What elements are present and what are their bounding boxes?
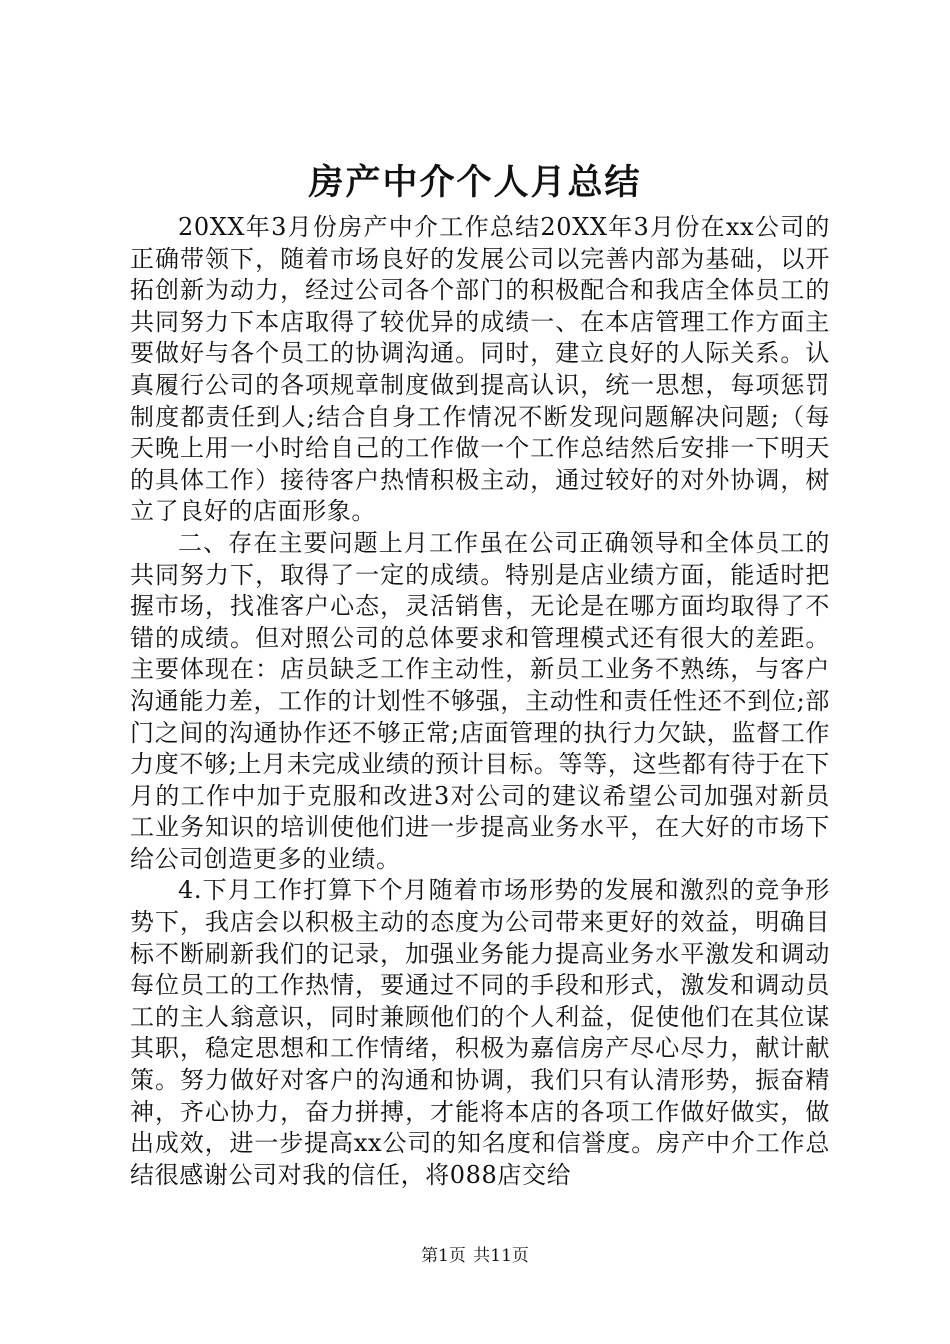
paragraph-summary: 20XX年3月份房产中介工作总结20XX年3月份在xx公司的正确带领下，随着市场良好的发展公司以完善内部为基础，以开拓创新为动力，经过公司各个部门的积极配合和我店全体员工的共同努力下本店取得了较优异的成绩一、在本店管理工作方面主要做好与各个员工的协调沟通。同时，建立良好的人际关系。认真履行公司的各项规章制度做到提高认识，统一思想，每项惩罚制度都责任到人;结合自身工作情况不断发现问题解决问题;（每天晚上用一小时给自己的工作做一个工作总结然后安排一下明天的具体工作）接待客户热情积极主动，通过较好的对外协调，树立了良好的店面形象。 (130, 213, 830, 526)
document-body (130, 212, 830, 1191)
paragraph-problems: 二、存在主要问题上月工作虽在公司正确领导和全体员工的共同努力下，取得了一定的成绩。特别是店业绩方面，能适时把握市场，找准客户心态，灵活销售，无论是在哪方面均取得了不错的成绩。但对照公司的总体要求和管理模式还有很大的差距。主要体现在：店员缺乏工作主动性，新员工业务不熟练，与客户沟通能力差，工作的计划性不够强，主动性和责任性还不到位;部门之间的沟通协作还不够正常;店面管理的执行力欠缺，监督工作力度不够;上月未完成业绩的预计目标。等等，这些都有待于在下月的工作中加于克服和改进3对公司的建议希望公司加强对新员工业务知识的培训使他们进一步提高业务水平，在大好的市场下给公司创造更多的业绩。 (130, 528, 830, 873)
paragraph-next-month-plan: 4.下月工作打算下个月随着市场形势的发展和激烈的竞争形势下，我店会以积极主动的态度为公司带来更好的效益，明确目标不断刷新我们的记录，加强业务能力提高业务水平激发和调动每位员工的工作热情，要通过不同的手段和形式，激发和调动员工的主人翁意识，同时兼顾他们的个人利益，促使他们在其位谋其职，稳定思想和工作情绪，积极为嘉信房产尽心尽力，献计献策。努力做好对客户的沟通和协调，我们只有认清形势，振奋精神，齐心协力，奋力拼搏，才能将本店的各项工作做好做实，做出成效，进一步提高xx公司的知名度和信誉度。房产中介工作总结很感谢公司对我的信任，将088店交给 (130, 876, 830, 1189)
document-title: 房产中介个人月总结 (308, 162, 642, 203)
page-number-footer: 第1页 共11页 (421, 1246, 529, 1266)
